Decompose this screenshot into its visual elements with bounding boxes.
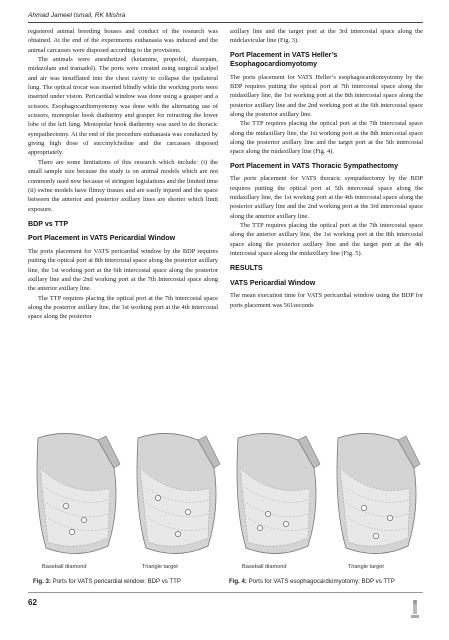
header-rule (28, 22, 423, 23)
subsection-heading: Port Placement in VATS Heller’s Esophagocardiomyotomy (230, 50, 338, 69)
paragraph: The mean execution time for VATS pericardial window using the BDP for ports placement was 561seconds (230, 292, 423, 309)
torso-illustration (128, 428, 226, 568)
paragraph: The animals were anesthetized (ketamine, propofol, diazepam, midazolam and tramadol). The ports were created using surgical scalpel and air was insufflated into the chest cavity to collapse the ipsilateral lung. The optical trocar was inserted blindly while the working ports were inserted under vision. Pericardial window was done using a grasper and a scissors. Esophagocardiomyotomy was done with the alternating use of scissors, monopolar hook diathermy and grasper for retracting the lower lobe of the left lung. Monopolar hook diathermy was used to do thoracic sympathectomy. At the end of the procedure euthanasia was conducted by giving high dose of succinylcholine and the carcasses disposed appropriately. (28, 56, 218, 157)
page-number: 62 (28, 598, 37, 607)
torso-baseball-fig4 (228, 428, 326, 568)
figure-label: Baseball diamond (242, 564, 287, 570)
caption-number: Fig. 4: (229, 578, 247, 585)
paragraph: registered animal breeding houses and conduct of the research was obtained. At the end of the experiments euthanasia was induced and the animal carcasses were disposed according to the provisions. (28, 28, 218, 54)
paragraph: The ports placement for VATS thoracic sympathectomy by the BDP requires putting the optical port at 5th intercostal space along the midaxillary line, the 1st working port at the 4th intercostal space along the posterior axillary line and the 2nd working port at the 3rd intercostal space along the anterior axillary line. (230, 175, 423, 220)
footer-rule (28, 592, 423, 593)
subsection-heading: Port Placement in VATS Thoracic Sympathectomy (230, 161, 399, 170)
figure-caption-3 (33, 578, 181, 585)
torso-triangle-fig3 (128, 428, 226, 568)
figure-label: Triangle target (142, 564, 178, 570)
paragraph: The ports placement for VATS Heller’s esophagocardiomyotomy by the BDP requires putting the optical port at 7th intercostal space along the midaxillary line, the 1st working port at the 8th intercostal space along the posterior axillary line and the 2nd working port at the 6th intercostal space along the posterior axillary line. (230, 73, 423, 119)
figure-caption-4 (229, 578, 395, 585)
torso-illustration (28, 428, 126, 568)
caption-number: Fig. 3: (33, 578, 51, 585)
figure-label: Triangle target (348, 564, 384, 570)
paragraph: The TTP requires placing the optical port at the 7th intercostal space along the midaxillary line, the 1st working port at the 8th intercostal space along the posterior axillary line and the target port at the 5th intercostal space along the midaxillary line (Fig. 4). (230, 120, 423, 156)
subsection-heading: VATS Pericardial Window (230, 278, 316, 287)
publisher-logo-icon (410, 598, 420, 620)
caption-text: Ports for VATS pericardial window: BDP vs TTP (52, 578, 181, 585)
subsection-heading: Port Placement in VATS Pericardial Window (28, 234, 176, 243)
right-column (230, 27, 423, 310)
torso-triangle-fig4 (328, 428, 426, 568)
left-column (28, 27, 218, 322)
paragraph: The ports placement for VATS pericardial window by the BDP requires putting the optical port at 8th intercostal space along the posterior axillary line, the 1st working port at the 6th intercostal space along the posterior axillary line and the 2nd working port at the 7th Intercostal space along the anterior axillary line. (28, 247, 218, 293)
paragraph: There are some limitations of this research which include: (i) the small sample size because the study is on animal models which are not commonly used now because of stringent legislations and the limited time (ii) swine models have flimsy tissues and are easily injured and the space between the anterior and posterior axillary lines are shorter which limit exposure. (28, 158, 218, 213)
paragraph: The TTP requires placing the optical port at the 7th intercostal space along the posterior axillary line, the 1st working port at the 4th intercostal space along the posterior (28, 294, 218, 321)
torso-baseball-fig3 (28, 428, 126, 568)
paragraph: axillary line and the target port at the 3rd intercostal space along the midclavicular line (Fig. 3). (230, 28, 423, 45)
torso-illustration (328, 428, 426, 568)
paragraph: The TTP requires placing the optical port at the 7th intercostal space along the anterior axillary line, the 1st working port at the 8th intercostal space along the posterior axillary line and the target port at the 4th intercostal space along the midaxillary line (Fig. 5). (230, 222, 423, 258)
figure-label: Baseball diamond (42, 564, 87, 570)
section-heading: BDP vs TTP (28, 219, 69, 228)
figures-area (28, 428, 423, 586)
caption-text: Ports for VATS esophagocardiomyotomy: BDP vs TTP (248, 578, 395, 585)
section-heading: RESULTS (230, 264, 263, 273)
torso-illustration (228, 428, 326, 568)
running-header: Ahmad Jameel Ismail, RK Mishra (28, 12, 126, 19)
